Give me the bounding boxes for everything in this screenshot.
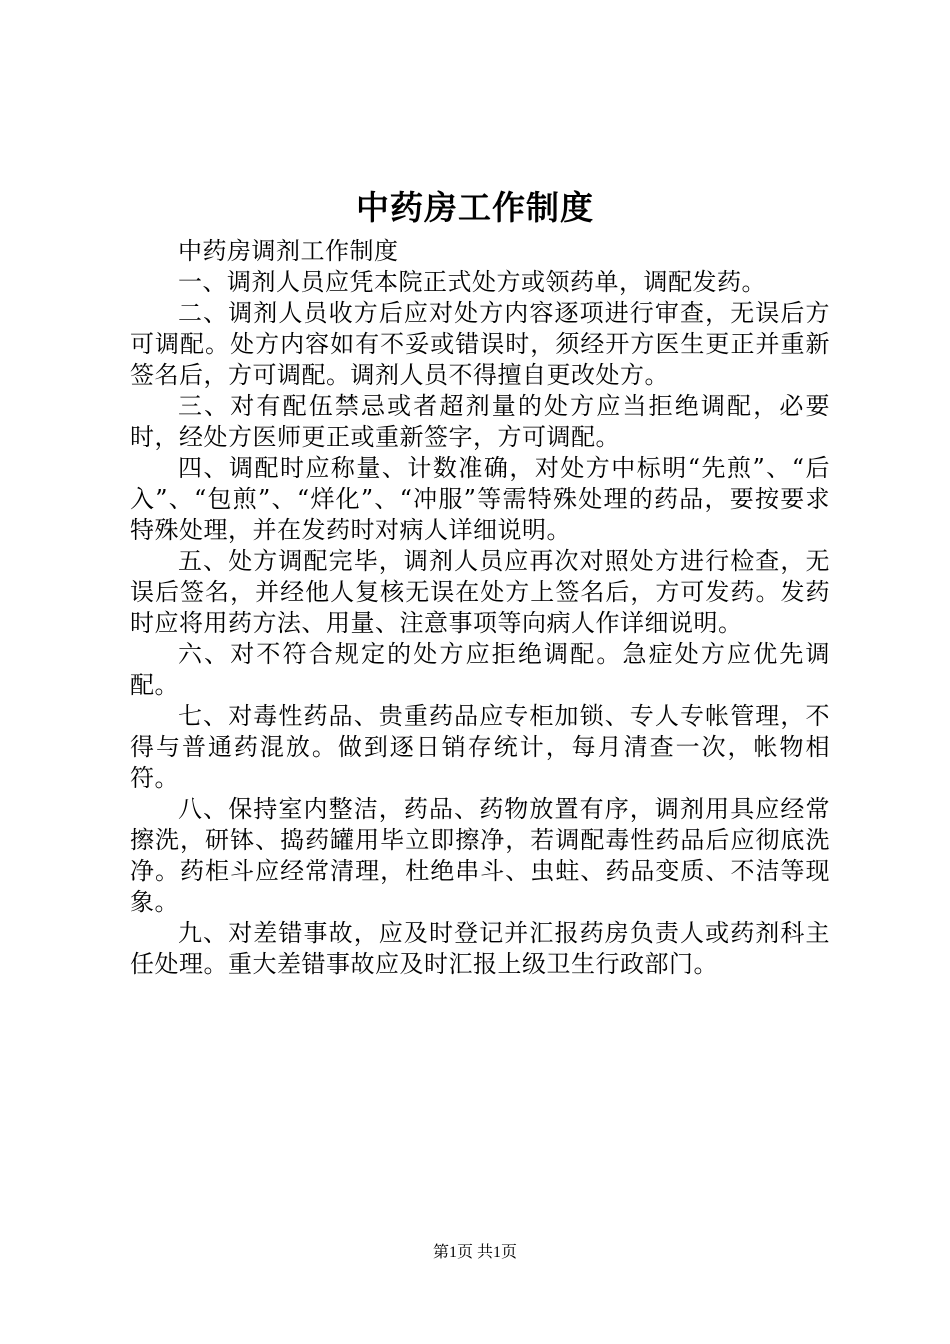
rule-paragraph-9: 九、对差错事故，应及时登记并汇报药房负责人或药剂科主任处理。重大差错事故应及时汇报上级卫生行政部门。	[130, 919, 830, 978]
rule-paragraph-3: 三、对有配伍禁忌或者超剂量的处方应当拒绝调配，必要时，经处方医师更正或重新签字，方可调配。	[130, 392, 830, 451]
subtitle-paragraph: 中药房调剂工作制度	[178, 237, 399, 265]
rule-paragraph-6: 六、对不符合规定的处方应拒绝调配。急症处方应优先调配。	[130, 640, 830, 699]
rule-paragraph-4: 四、调配时应称量、计数准确，对处方中标明“先煎”、“后入”、“包煎”、“烊化”、“冲服”等需特殊处理的药品，要按要求特殊处理，并在发药时对病人详细说明。	[130, 454, 830, 544]
page-number-footer: 第1页 共1页	[432, 1244, 517, 1261]
document-body	[130, 236, 830, 980]
document-title: 中药房工作制度	[356, 188, 594, 227]
rule-paragraph-1: 一、调剂人员应凭本院正式处方或领药单，调配发药。	[178, 268, 766, 296]
rule-paragraph-5: 五、处方调配完毕，调剂人员应再次对照处方进行检查，无误后签名，并经他人复核无误在处方上签名后，方可发药。发药时应将用药方法、用量、注意事项等向病人作详细说明。	[130, 547, 830, 637]
rule-paragraph-2: 二、调剂人员收方后应对处方内容逐项进行审查，无误后方可调配。处方内容如有不妥或错误时，须经开方医生更正并重新签名后，方可调配。调剂人员不得擅自更改处方。	[130, 299, 830, 389]
rule-paragraph-7: 七、对毒性药品、贵重药品应专柜加锁、专人专帐管理，不得与普通药混放。做到逐日销存统计，每月清查一次，帐物相符。	[130, 702, 830, 792]
rule-paragraph-8: 八、保持室内整洁，药品、药物放置有序，调剂用具应经常擦洗，研钵、捣药罐用毕立即擦净，若调配毒性药品后应彻底洗净。药柜斗应经常清理，杜绝串斗、虫蛀、药品变质、不洁等现象。	[130, 795, 830, 916]
